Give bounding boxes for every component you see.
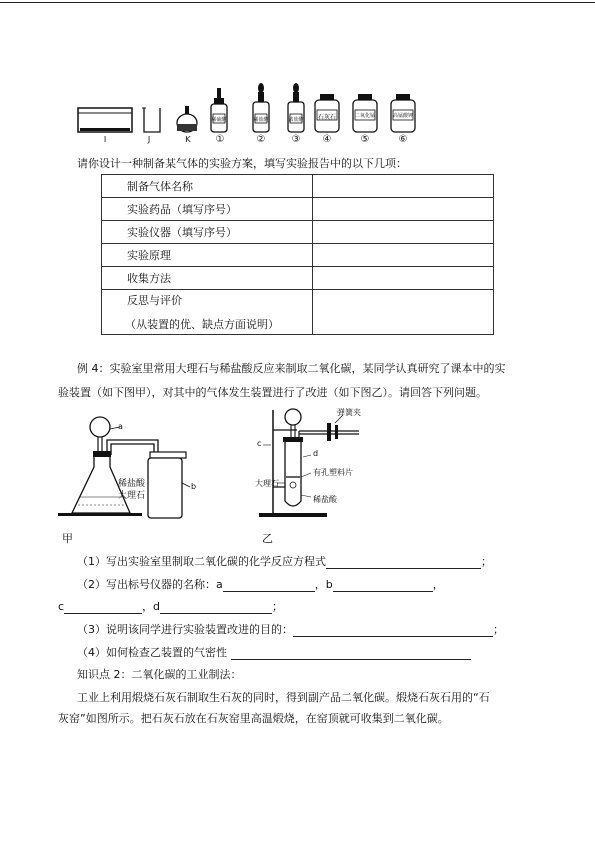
trough-icon [78,108,132,132]
answer-blank-b[interactable] [333,580,433,592]
pointer-plate [301,473,311,477]
reflection-title: 反思与评价 [127,294,182,307]
question-4-text: （4）如何检查乙装置的气密性 [77,646,227,659]
knowledge-line-2: 灰窑”如图所示。把石灰石放在石灰窑里高温煅烧，在窑顶就可收集到二氧化碳。 [58,712,449,725]
perforated-plate-label: 有孔塑料片 [313,468,353,477]
caption-jia: 甲 [62,532,73,545]
header-rule [0,2,595,3]
alcohol-lamp-icon [177,106,197,132]
answer-blank-a[interactable] [223,580,315,592]
acid-label-jia: 稀盐酸 [118,479,146,489]
question-2-text: （2）写出标号仪器的名称：a [77,578,223,591]
apparatus-yi-figure [255,405,395,523]
test-tube-icon [283,437,303,506]
answer-blank-q4[interactable] [231,648,471,660]
row-label: 制备气体名称 [102,175,313,198]
question-2-b: ，b [314,578,333,591]
answer-blank-c[interactable] [64,602,142,614]
answer-blank-q1[interactable] [326,557,481,569]
answer-blank-q3[interactable] [293,625,493,637]
label-a: a [118,422,123,431]
report-table [101,174,494,335]
question-3 [77,621,504,637]
table-row [102,267,494,290]
question-1 [77,553,492,569]
question-3-end: ； [493,623,504,636]
apparatus-number-4: ④ [322,134,332,145]
question-2 [77,576,444,592]
row-label: 实验仪器（填写序号） [102,221,313,244]
apparatus-number-3: ③ [291,134,301,145]
question-1-text: （1）写出实验室里制取二氧化碳的化学反应方程式 [77,555,326,568]
knowledge-line-1: 工业上利用煅烧石灰石制取生石灰的同时，得到副产品二氧化碳。煅烧石灰石用的“石 [77,691,490,704]
table-row [102,175,494,198]
apparatus-number-5: ⑤ [360,134,370,145]
label-d: d [313,449,319,458]
marble-label-jia: 大理石 [118,491,146,501]
table-row [102,244,494,267]
pointer-d [303,455,311,457]
answer-cell[interactable] [313,244,494,267]
question-2-end: ， [432,578,444,591]
reflection-note: （从装置的优、缺点方面说明） [125,318,279,331]
caption-yi: 乙 [262,532,273,545]
answer-blank-d[interactable] [160,602,272,614]
answer-cell[interactable] [313,290,494,335]
label-b: b [191,482,197,491]
bottle-label-2: 稀盐酸 [253,117,269,123]
beaker-icon [142,108,160,132]
row-label: 实验原理 [102,244,313,267]
answer-cell[interactable] [313,175,494,198]
spring-clip-icon [327,423,338,441]
reagent-bottle-2-icon [253,83,269,132]
label-c: c [257,439,262,448]
question-2-d: ，d [142,600,161,613]
question-2-c: c [58,600,65,613]
intro-text: 请你设计一种制备某气体的实验方案，填写实验报告中的以下几项： [77,157,407,170]
table-row [102,221,494,244]
apparatus-number-2: ② [256,134,266,145]
answer-cell[interactable] [313,221,494,244]
row-label: 收集方法 [102,267,313,290]
question-2-continued [58,598,283,614]
table-row [102,290,494,335]
question-2-end2: ； [272,600,284,613]
apparatus-jia-figure [58,405,208,523]
question-3-text: （3）说明该同学进行实验装置改进的目的： [77,623,293,636]
example-line-2: 验装置（如下图甲），对其中的气体发生装置进行了改进（如下图乙）。请回答下列问题。 [58,386,487,399]
apparatus-number-6: ⑥ [398,134,408,145]
spring-clip-label: 弹簧夹 [337,408,361,417]
reagent-bottle-1-icon [211,88,227,132]
apparatus-number-1: ① [215,134,225,145]
gas-bottle-icon [148,452,186,518]
question-1-end: ； [481,555,492,568]
example-line-1: 例 4：实验室里常用大理石与稀盐酸反应来制取二氧化碳，某同学认真研究了课本中的实 [77,362,506,375]
bottle-label-6: 高锰酸钾 [392,113,413,119]
apparatus-label-j: J [147,135,151,144]
bottle-label-3: 浓盐酸 [288,117,304,123]
pointer-b [182,483,190,487]
question-4 [77,644,471,660]
bottle-label-5: 二氧化锰 [354,113,375,119]
row-label-reflection [102,290,313,335]
bottle-label-4: 石灰石 [317,114,336,121]
marble-label-yi: 大理石 [255,479,279,488]
apparatus-label-k: K [185,135,191,144]
table-row [102,198,494,221]
row-label: 实验药品（填写序号） [102,198,313,221]
acid-label-yi: 稀盐酸 [313,495,337,504]
reagent-bottle-3-icon [288,83,304,132]
bottle-label-1: 稀硫酸 [211,117,227,123]
knowledge-title: 知识点 2：二氧化碳的工业制法： [77,668,242,681]
apparatus-label-i: I [103,135,107,144]
pointer-acid [301,495,311,497]
answer-cell[interactable] [313,198,494,221]
answer-cell[interactable] [313,267,494,290]
base-plate [58,513,142,516]
